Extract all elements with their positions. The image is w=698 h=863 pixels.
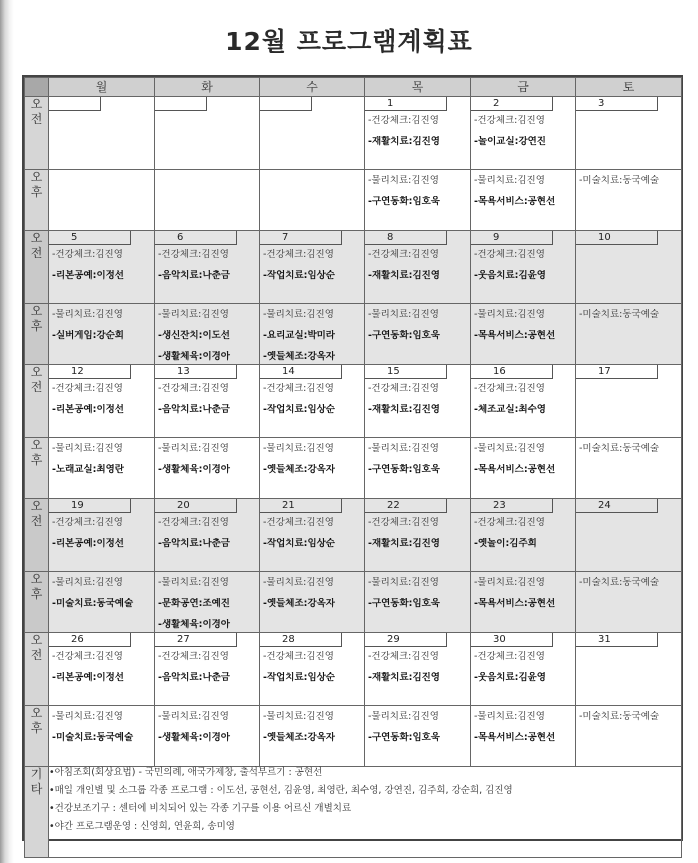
- program-list: [155, 513, 259, 550]
- day-cell-am: [471, 97, 576, 170]
- day-cell-pm: [260, 170, 365, 231]
- program-entry: -리본공예:이정선: [52, 538, 124, 549]
- week-4-pm-row: [25, 572, 682, 633]
- program-entry: -놀이교실:강연진: [474, 136, 546, 147]
- date-number: [155, 97, 207, 111]
- am-label: [25, 365, 49, 438]
- day-header-thu: 목: [365, 78, 471, 97]
- day-cell-pm: [471, 438, 576, 499]
- program-entry: -건강체크:김진영: [263, 383, 334, 394]
- program-entry: -건강체크:김진영: [474, 115, 545, 126]
- date-number: 27: [155, 633, 237, 647]
- day-cell-am: [576, 499, 682, 572]
- date-number: 2: [471, 97, 553, 111]
- day-cell-pm: [155, 304, 260, 365]
- program-list: [49, 438, 154, 476]
- day-cell-am: [260, 231, 365, 304]
- program-list: [365, 513, 470, 550]
- day-cell-am: [155, 365, 260, 438]
- pm-label: [25, 304, 49, 365]
- program-entry: -음악치료:나춘금: [158, 404, 230, 415]
- program-entry: -물리치료:김진영: [158, 309, 229, 320]
- date-number: 14: [260, 365, 342, 379]
- program-entry: -문화공연:조예진: [158, 598, 230, 609]
- program-list: [576, 379, 681, 383]
- program-entry: -미술치료:동국예술: [579, 309, 660, 320]
- week-2-pm-row: [25, 304, 682, 365]
- program-entry: -건강체크:김진영: [158, 651, 229, 662]
- program-entry: -건강체크:김진영: [158, 517, 229, 528]
- program-list: [49, 304, 154, 342]
- day-cell-pm: [576, 438, 682, 499]
- day-cell-am: [155, 499, 260, 572]
- program-list: [365, 379, 470, 416]
- day-cell-pm: [260, 572, 365, 633]
- program-list: [155, 572, 259, 631]
- program-entry: -건강체크:김진영: [368, 651, 439, 662]
- week-5-pm-row: [25, 706, 682, 767]
- day-cell-am: [260, 97, 365, 170]
- day-cell-pm: [365, 706, 471, 767]
- program-entry: -건강체크:김진영: [368, 249, 439, 260]
- day-cell-am: [49, 633, 155, 706]
- am-label: [25, 499, 49, 572]
- day-cell-am: [260, 633, 365, 706]
- date-number: 9: [471, 231, 553, 245]
- program-entry: -물리치료:김진영: [474, 443, 545, 454]
- header-corner: [25, 78, 49, 97]
- program-entry: -옛들체조:강옥자: [263, 464, 335, 475]
- program-list: [576, 170, 681, 187]
- day-cell-pm: [365, 438, 471, 499]
- calendar-body: [25, 97, 682, 767]
- program-entry: -미술치료:동국예술: [579, 577, 660, 588]
- program-entry: -건강체크:김진영: [158, 383, 229, 394]
- program-entry: -작업치료:임상순: [263, 404, 335, 415]
- program-entry: -건강체크:김진영: [474, 517, 545, 528]
- program-entry: -생활체육:이경아: [158, 732, 230, 743]
- day-cell-am: [471, 633, 576, 706]
- period-label-text: 오 전: [30, 633, 43, 662]
- program-list: [155, 438, 259, 476]
- date-number: 12: [49, 365, 131, 379]
- day-cell-pm: [471, 706, 576, 767]
- day-cell-am: [49, 365, 155, 438]
- program-entry: -물리치료:김진영: [263, 711, 334, 722]
- day-cell-am: [365, 231, 471, 304]
- program-entry: -건강체크:김진영: [52, 517, 123, 528]
- date-number: 13: [155, 365, 237, 379]
- day-cell-am: [365, 97, 471, 170]
- date-number: 29: [365, 633, 447, 647]
- program-list: [49, 572, 154, 610]
- program-entry: -건강체크:김진영: [263, 249, 334, 260]
- day-cell-am: [576, 633, 682, 706]
- program-entry: -미술치료:동국예술: [579, 175, 660, 186]
- program-entry: -물리치료:김진영: [368, 443, 439, 454]
- program-entry: -물리치료:김진영: [263, 577, 334, 588]
- program-list: [471, 111, 575, 148]
- program-entry: -물리치료:김진영: [158, 577, 229, 588]
- program-entry: -건강체크:김진영: [368, 115, 439, 126]
- program-list: [576, 438, 681, 455]
- program-entry: -건강체크:김진영: [52, 383, 123, 394]
- program-entry: -웃음치료:김윤영: [474, 270, 546, 281]
- program-list: [155, 379, 259, 416]
- note-line: •아침조회(회상요법) - 국민의례, 애국가제창, 출석부르기 : 공현선: [49, 767, 323, 778]
- program-list: [471, 647, 575, 684]
- day-cell-pm: [260, 304, 365, 365]
- program-list: [576, 111, 681, 115]
- date-number: 20: [155, 499, 237, 513]
- program-entry: -구연동화:임호욱: [368, 732, 440, 743]
- day-cell-pm: [49, 170, 155, 231]
- notes-row: [25, 767, 682, 858]
- program-list: [260, 513, 364, 550]
- scan-edge-shadow: [0, 0, 14, 863]
- day-cell-pm: [471, 572, 576, 633]
- day-cell-am: [576, 365, 682, 438]
- day-header-sat: 토: [576, 78, 682, 97]
- program-entry: -옛놀이:김주희: [474, 538, 537, 549]
- program-list: [471, 706, 575, 744]
- program-entry: -재활치료:김진영: [368, 404, 440, 415]
- note-line: •매일 개인별 및 소그룹 각종 프로그램 : 이도선, 공현선, 김윤영, 최영란, 최수영, 강연진, 김주희, 강순희, 김진영: [49, 785, 513, 796]
- day-cell-am: [365, 365, 471, 438]
- program-entry: -물리치료:김진영: [474, 577, 545, 588]
- program-entry: -물리치료:김진영: [474, 711, 545, 722]
- day-header-mon: 월: [49, 78, 155, 97]
- program-list: [260, 111, 364, 115]
- program-entry: -목욕서비스:공현선: [474, 732, 556, 743]
- day-cell-am: [155, 97, 260, 170]
- date-number: 7: [260, 231, 342, 245]
- program-entry: -물리치료:김진영: [368, 711, 439, 722]
- notes-cell: [49, 767, 682, 858]
- day-cell-pm: [576, 304, 682, 365]
- day-cell-pm: [365, 170, 471, 231]
- program-list: [155, 111, 259, 115]
- program-list: [576, 513, 681, 517]
- date-number: 1: [365, 97, 447, 111]
- program-list: [576, 647, 681, 651]
- program-entry: -재활치료:김진영: [368, 538, 440, 549]
- period-label-text: 오 후: [30, 438, 43, 467]
- day-cell-am: [155, 633, 260, 706]
- day-cell-pm: [49, 572, 155, 633]
- date-number: [260, 97, 312, 111]
- program-entry: -실버게임:강순희: [52, 330, 124, 341]
- program-entry: -목욕서비스:공현선: [474, 464, 556, 475]
- program-entry: -물리치료:김진영: [158, 711, 229, 722]
- program-list: [365, 438, 470, 476]
- date-number: 8: [365, 231, 447, 245]
- program-entry: -건강체크:김진영: [368, 383, 439, 394]
- day-cell-pm: [576, 170, 682, 231]
- program-entry: -물리치료:김진영: [474, 175, 545, 186]
- program-entry: -물리치료:김진영: [368, 175, 439, 186]
- program-list: [49, 170, 154, 175]
- program-entry: -물리치료:김진영: [368, 309, 439, 320]
- program-entry: -물리치료:김진영: [263, 443, 334, 454]
- day-cell-am: [576, 97, 682, 170]
- day-cell-am: [471, 499, 576, 572]
- program-list: [49, 513, 154, 550]
- program-list: [365, 706, 470, 744]
- program-list: [260, 572, 364, 610]
- program-entry: -구연동화:임호욱: [368, 330, 440, 341]
- date-number: 24: [576, 499, 658, 513]
- program-entry: -미술치료:동국예술: [579, 443, 660, 454]
- program-list: [365, 572, 470, 610]
- day-header-fri: 금: [471, 78, 576, 97]
- period-label-text: 오 전: [30, 499, 43, 528]
- date-number: 10: [576, 231, 658, 245]
- program-entry: -목욕서비스:공현선: [474, 330, 556, 341]
- date-number: 3: [576, 97, 658, 111]
- program-list: [49, 379, 154, 416]
- date-number: 23: [471, 499, 553, 513]
- day-cell-pm: [471, 304, 576, 365]
- program-entry: -물리치료:김진영: [52, 577, 123, 588]
- am-label: [25, 97, 49, 170]
- program-list: [155, 706, 259, 744]
- program-entry: -건강체크:김진영: [52, 651, 123, 662]
- program-entry: -구연동화:임호욱: [368, 196, 440, 207]
- program-entry: -건강체크:김진영: [368, 517, 439, 528]
- program-list: [471, 170, 575, 208]
- period-label-text: 오 후: [30, 170, 43, 199]
- program-list: [471, 245, 575, 282]
- week-4-am-row: [25, 499, 682, 572]
- program-entry: -음악치료:나춘금: [158, 538, 230, 549]
- program-entry: -생활체육:이경아: [158, 464, 230, 475]
- date-number: 17: [576, 365, 658, 379]
- program-list: [365, 245, 470, 282]
- program-entry: -웃음치료:김윤영: [474, 672, 546, 683]
- program-list: [260, 245, 364, 282]
- page-title: 12월 프로그램계획표: [225, 27, 473, 56]
- week-3-pm-row: [25, 438, 682, 499]
- day-cell-am: [365, 499, 471, 572]
- date-number: 31: [576, 633, 658, 647]
- date-number: 28: [260, 633, 342, 647]
- program-list: [471, 438, 575, 476]
- program-entry: -물리치료:김진영: [263, 309, 334, 320]
- program-list: [260, 706, 364, 744]
- day-header-tue: 화: [155, 78, 260, 97]
- program-list: [365, 304, 470, 342]
- program-list: [155, 170, 259, 175]
- program-entry: -건강체크:김진영: [263, 651, 334, 662]
- program-entry: -옛들체조:강옥자: [263, 598, 335, 609]
- program-entry: -옛들체조:강옥자: [263, 351, 335, 362]
- pm-label: [25, 706, 49, 767]
- program-entry: -목욕서비스:공현선: [474, 598, 556, 609]
- day-cell-pm: [260, 706, 365, 767]
- date-number: 30: [471, 633, 553, 647]
- period-label-text: 오 후: [30, 572, 43, 601]
- program-entry: -건강체크:김진영: [52, 249, 123, 260]
- program-list: [155, 245, 259, 282]
- week-2-am-row: [25, 231, 682, 304]
- program-list: [260, 379, 364, 416]
- program-list: [49, 111, 154, 115]
- program-entry: -음악치료:나춘금: [158, 672, 230, 683]
- program-entry: -건강체크:김진영: [158, 249, 229, 260]
- program-list: [49, 647, 154, 684]
- period-label-text: 오 후: [30, 304, 43, 333]
- date-number: 6: [155, 231, 237, 245]
- program-entry: -목욕서비스:공현선: [474, 196, 556, 207]
- period-label-text: 오 후: [30, 706, 43, 735]
- program-entry: -생활체육:이경아: [158, 619, 230, 630]
- am-label: [25, 231, 49, 304]
- program-entry: -리본공예:이정선: [52, 404, 124, 415]
- day-cell-pm: [365, 572, 471, 633]
- program-entry: -작업치료:임상순: [263, 270, 335, 281]
- period-label-text: 오 전: [30, 231, 43, 260]
- note-line: •건강보조기구 : 센터에 비치되어 있는 각종 기구를 이용 어르신 개별치료: [49, 803, 352, 814]
- program-entry: -요리교실:박미라: [263, 330, 335, 341]
- program-entry: -생활체육:이경아: [158, 351, 230, 362]
- day-cell-am: [260, 365, 365, 438]
- program-entry: -작업치료:임상순: [263, 538, 335, 549]
- program-entry: -작업치료:임상순: [263, 672, 335, 683]
- week-3-am-row: [25, 365, 682, 438]
- program-entry: -건강체크:김진영: [474, 249, 545, 260]
- program-list: [260, 170, 364, 175]
- program-list: [576, 304, 681, 321]
- program-entry: -미술치료:동국예술: [52, 732, 134, 743]
- notes-label: [25, 767, 49, 858]
- day-cell-pm: [365, 304, 471, 365]
- program-entry: -물리치료:김진영: [52, 711, 123, 722]
- program-list: [471, 513, 575, 550]
- day-cell-am: [49, 97, 155, 170]
- day-cell-pm: [49, 438, 155, 499]
- program-list: [155, 304, 259, 363]
- program-entry: -건강체크:김진영: [263, 517, 334, 528]
- day-cell-pm: [155, 572, 260, 633]
- day-cell-am: [365, 633, 471, 706]
- date-number: 26: [49, 633, 131, 647]
- program-entry: -리본공예:이정선: [52, 672, 124, 683]
- week-1-am-row: [25, 97, 682, 170]
- program-list: [260, 304, 364, 363]
- program-list: [471, 379, 575, 416]
- period-label-text: 오 전: [30, 365, 43, 394]
- date-number: 5: [49, 231, 131, 245]
- program-entry: -물리치료:김진영: [368, 577, 439, 588]
- calendar-sheet: [22, 75, 683, 841]
- note-line: •야간 프로그램운영 : 신영희, 연윤희, 송미영: [49, 821, 235, 832]
- notes-label-text: 기 타: [30, 767, 43, 796]
- program-list: [576, 245, 681, 249]
- program-list: [471, 572, 575, 610]
- program-entry: -건강체크:김진영: [474, 651, 545, 662]
- date-number: 19: [49, 499, 131, 513]
- pm-label: [25, 438, 49, 499]
- program-list: [155, 647, 259, 684]
- program-entry: -물리치료:김진영: [158, 443, 229, 454]
- day-cell-pm: [155, 706, 260, 767]
- date-number: 21: [260, 499, 342, 513]
- program-list: [365, 170, 470, 208]
- day-cell-pm: [260, 438, 365, 499]
- calendar-table: [24, 77, 682, 858]
- program-list: [260, 438, 364, 476]
- program-entry: -리본공예:이정선: [52, 270, 124, 281]
- day-cell-am: [49, 231, 155, 304]
- pm-label: [25, 572, 49, 633]
- pm-label: [25, 170, 49, 231]
- day-cell-am: [49, 499, 155, 572]
- program-list: [576, 706, 681, 723]
- program-entry: -재활치료:김진영: [368, 672, 440, 683]
- day-cell-pm: [576, 706, 682, 767]
- program-entry: -재활치료:김진영: [368, 270, 440, 281]
- program-entry: -구연동화:임호욱: [368, 464, 440, 475]
- day-cell-am: [471, 231, 576, 304]
- period-label-text: 오 전: [30, 97, 43, 126]
- program-entry: -미술치료:동국예술: [579, 711, 660, 722]
- program-list: [576, 572, 681, 589]
- program-list: [49, 245, 154, 282]
- program-entry: -음악치료:나춘금: [158, 270, 230, 281]
- date-number: 15: [365, 365, 447, 379]
- week-1-pm-row: [25, 170, 682, 231]
- program-list: [365, 111, 470, 148]
- program-entry: -물리치료:김진영: [52, 443, 123, 454]
- day-cell-pm: [155, 438, 260, 499]
- day-cell-pm: [49, 304, 155, 365]
- program-entry: -재활치료:김진영: [368, 136, 440, 147]
- day-cell-am: [471, 365, 576, 438]
- day-cell-pm: [576, 572, 682, 633]
- program-entry: -체조교실:최수영: [474, 404, 546, 415]
- date-number: [49, 97, 101, 111]
- program-entry: -물리치료:김진영: [52, 309, 123, 320]
- program-entry: -건강체크:김진영: [474, 383, 545, 394]
- program-entry: -옛들체조:강옥자: [263, 732, 335, 743]
- day-header-wed: 수: [260, 78, 365, 97]
- program-entry: -노래교실:최영란: [52, 464, 124, 475]
- day-cell-pm: [471, 170, 576, 231]
- program-entry: -구연동화:임호욱: [368, 598, 440, 609]
- day-cell-pm: [155, 170, 260, 231]
- program-list: [365, 647, 470, 684]
- date-number: 22: [365, 499, 447, 513]
- program-entry: -물리치료:김진영: [474, 309, 545, 320]
- program-list: [471, 304, 575, 342]
- program-list: [49, 706, 154, 744]
- program-entry: -생신잔치:이도선: [158, 330, 230, 341]
- day-cell-am: [576, 231, 682, 304]
- day-cell-am: [260, 499, 365, 572]
- program-list: [260, 647, 364, 684]
- am-label: [25, 633, 49, 706]
- day-cell-pm: [49, 706, 155, 767]
- week-5-am-row: [25, 633, 682, 706]
- date-number: 16: [471, 365, 553, 379]
- day-header-row: [25, 78, 682, 97]
- program-entry: -미술치료:동국예술: [52, 598, 134, 609]
- day-cell-am: [155, 231, 260, 304]
